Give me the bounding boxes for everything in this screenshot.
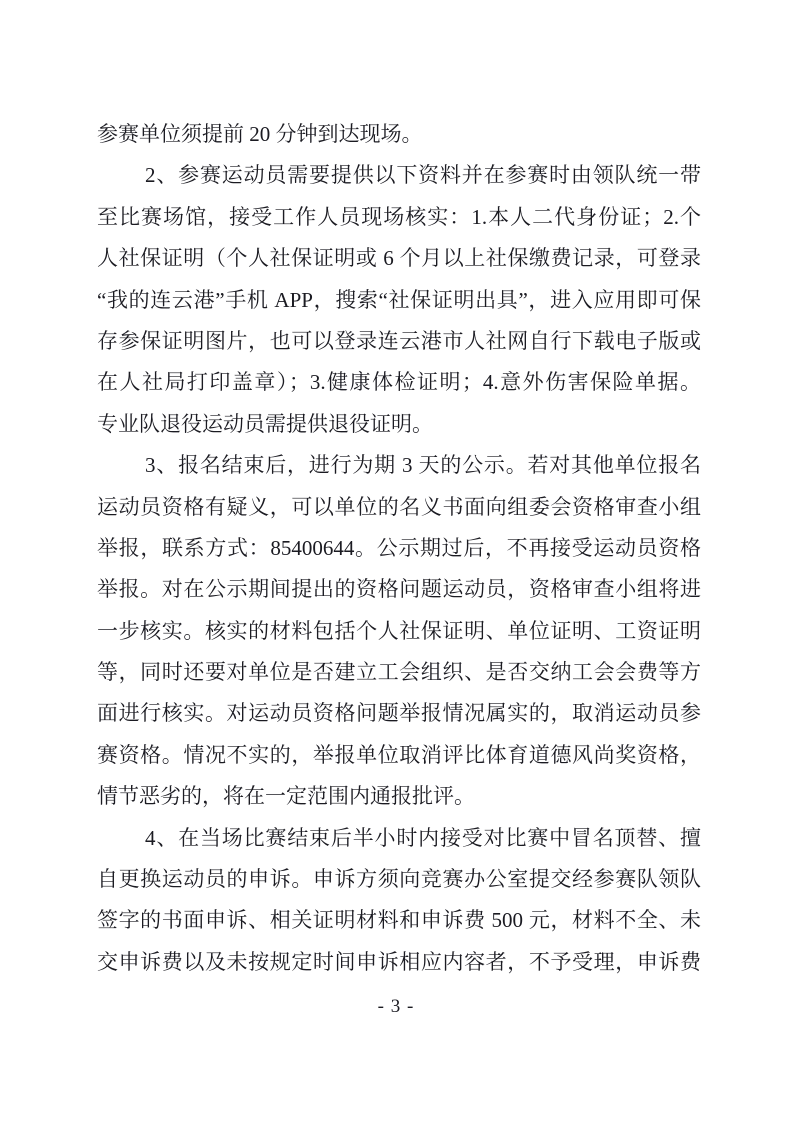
- text-line: 情节恶劣的，将在一定范围内通报批评。: [97, 784, 475, 809]
- text-line: 自更换运动员的申诉。申诉方须向竞赛办公室提交经参赛队领队: [97, 867, 701, 892]
- text-line: “我的连云港”手机 APP，搜索“社保证明出具”，进入应用即可保: [97, 287, 701, 312]
- text-line: 参赛单位须提前 20 分钟到达现场。: [97, 122, 423, 146]
- text-line: 交申诉费以及未按规定时间申诉相应内容者，不予受理，申诉费: [97, 949, 701, 974]
- text-line: 运动员资格有疑义，可以单位的名义书面向组委会资格审查小组: [97, 494, 701, 519]
- text-line: 举报，联系方式：85400644。公示期过后，不再接受运动员资格: [97, 535, 701, 560]
- text-line: 举报。对在公示期间提出的资格问题运动员，资格审查小组将进: [97, 577, 701, 602]
- text-line: 4、在当场比赛结束后半小时内接受对比赛中冒名顶替、擅: [145, 825, 701, 850]
- page-number: - 3 -: [377, 996, 415, 1017]
- text-line: 3、报名结束后，进行为期 3 天的公示。若对其他单位报名: [145, 453, 701, 478]
- text-line: 签字的书面申诉、相关证明材料和申诉费 500 元，材料不全、未: [97, 908, 701, 933]
- text-line: 赛资格。情况不实的，举报单位取消评比体育道德风尚奖资格，: [97, 742, 701, 767]
- text-line: 一步核实。核实的材料包括个人社保证明、单位证明、工资证明: [97, 618, 701, 643]
- text-line: 人社保证明（个人社保证明或 6 个月以上社保缴费记录，可登录: [97, 246, 701, 271]
- text-line: 面进行核实。对运动员资格问题举报情况属实的，取消运动员参: [97, 701, 701, 726]
- document-body: [97, 114, 701, 983]
- text-line: 2、参赛运动员需要提供以下资料并在参赛时由领队统一带: [145, 163, 701, 188]
- text-line: 专业队退役运动员需提供退役证明。: [97, 411, 433, 436]
- text-line: 等，同时还要对单位是否建立工会组织、是否交纳工会会费等方: [97, 660, 701, 685]
- text-line: 至比赛场馆，接受工作人员现场核实：1.本人二代身份证；2.个: [97, 204, 701, 229]
- text-line: 存参保证明图片，也可以登录连云港市人社网自行下载电子版或: [97, 328, 701, 353]
- text-line: 在人社局打印盖章）；3.健康体检证明；4.意外伤害保险单据。: [97, 370, 701, 395]
